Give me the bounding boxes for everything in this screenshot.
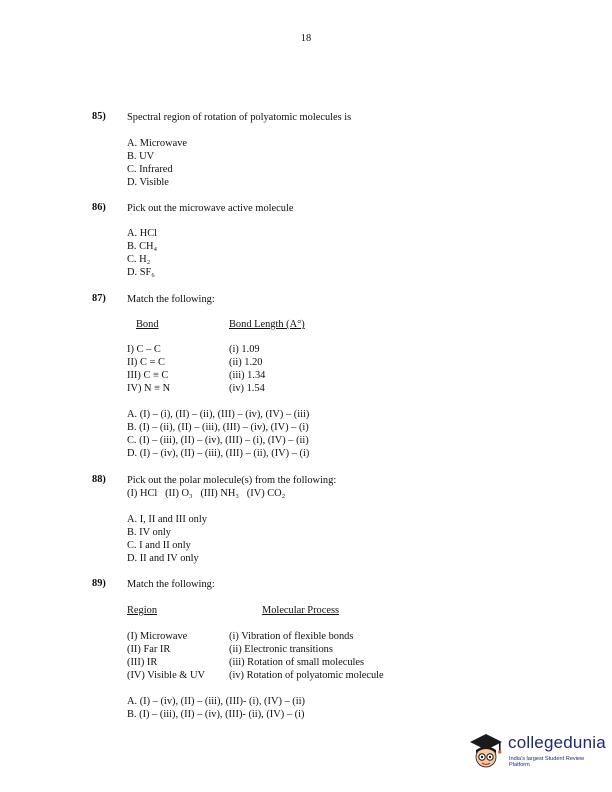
- option: D. II and IV only: [127, 553, 199, 564]
- match-item: (III) IR: [127, 657, 158, 668]
- column-header: Bond Length (A°): [229, 319, 305, 330]
- option: B. UV: [127, 151, 155, 162]
- option: B. (I) – (ii), (II) – (iii), (III) – (iv), (IV) – (i): [127, 422, 309, 433]
- option: A. Microwave: [127, 138, 188, 149]
- question-number: 87): [92, 293, 106, 304]
- match-item: (I) Microwave: [127, 631, 188, 642]
- match-item: (iv) Rotation of polyatomic molecule: [229, 670, 384, 681]
- option: D. SF₆: [127, 267, 155, 278]
- match-item: (II) Far IR: [127, 644, 171, 655]
- option: D. (I) – (iv), (II) – (iii), (III) – (ii), (IV) – (i): [127, 448, 310, 459]
- match-item: (iii) Rotation of small molecules: [229, 657, 365, 668]
- match-item: (i) 1.09: [229, 344, 260, 355]
- option: C. I and II only: [127, 540, 191, 551]
- option: C. Infrared: [127, 164, 173, 175]
- match-item: III) C ≡ C: [127, 370, 169, 381]
- match-item: (IV) Visible & UV: [127, 670, 205, 681]
- question-number: 86): [92, 202, 106, 213]
- question-number: 88): [92, 474, 106, 485]
- logo-wordmark: collegedunia: [508, 733, 606, 752]
- option: B. IV only: [127, 527, 171, 538]
- match-item: (iii) 1.34: [229, 370, 266, 381]
- match-item: IV) N ≡ N: [127, 383, 171, 394]
- option: A. I, II and III only: [127, 514, 207, 525]
- column-header: Molecular Process: [262, 605, 340, 616]
- option: B. CH₄: [127, 241, 158, 252]
- option: B. (I) – (iii), (II) – (iv), (III)- (ii), (IV) – (i): [127, 709, 305, 720]
- question-stem: Spectral region of rotation of polyatomic molecules is: [127, 112, 352, 123]
- option: C. (I) – (iii), (II) – (iv), (III) – (i), (IV) – (ii): [127, 435, 309, 446]
- column-header: Region: [127, 605, 158, 616]
- question-stem: Pick out the microwave active molecule: [127, 203, 294, 214]
- logo-tagline: India's largest Student Review Platform: [509, 756, 585, 768]
- option: A. (I) – (iv), (II) – (iii), (III)- (i), (IV) – (ii): [127, 696, 306, 707]
- question-number: 85): [92, 111, 106, 122]
- option: C. H₂: [127, 254, 151, 265]
- collegedunia-logo[interactable]: [466, 731, 606, 773]
- match-item: II) C = C: [127, 357, 165, 368]
- question-stem-line2: (I) HCl (II) O₃ (III) NH₃ (IV) CO₂: [127, 488, 286, 499]
- match-item: (ii) Electronic transitions: [229, 644, 333, 655]
- match-item: (ii) 1.20: [229, 357, 263, 368]
- option: D. Visible: [127, 177, 169, 188]
- question-stem: Match the following:: [127, 294, 215, 305]
- option: A. HCl: [127, 228, 158, 239]
- question-stem: Match the following:: [127, 579, 215, 590]
- match-item: I) C – C: [127, 344, 161, 355]
- question-stem: Pick out the polar molecule(s) from the following:: [127, 475, 337, 486]
- column-header: Bond: [136, 319, 159, 330]
- mascot-icon: [466, 731, 506, 773]
- match-item: (i) Vibration of flexible bonds: [229, 631, 354, 642]
- option: A. (I) – (i), (II) – (ii), (III) – (iv), (IV) – (iii): [127, 409, 310, 420]
- match-item: (iv) 1.54: [229, 383, 265, 394]
- page-number: 18: [300, 33, 312, 44]
- question-number: 89): [92, 578, 106, 589]
